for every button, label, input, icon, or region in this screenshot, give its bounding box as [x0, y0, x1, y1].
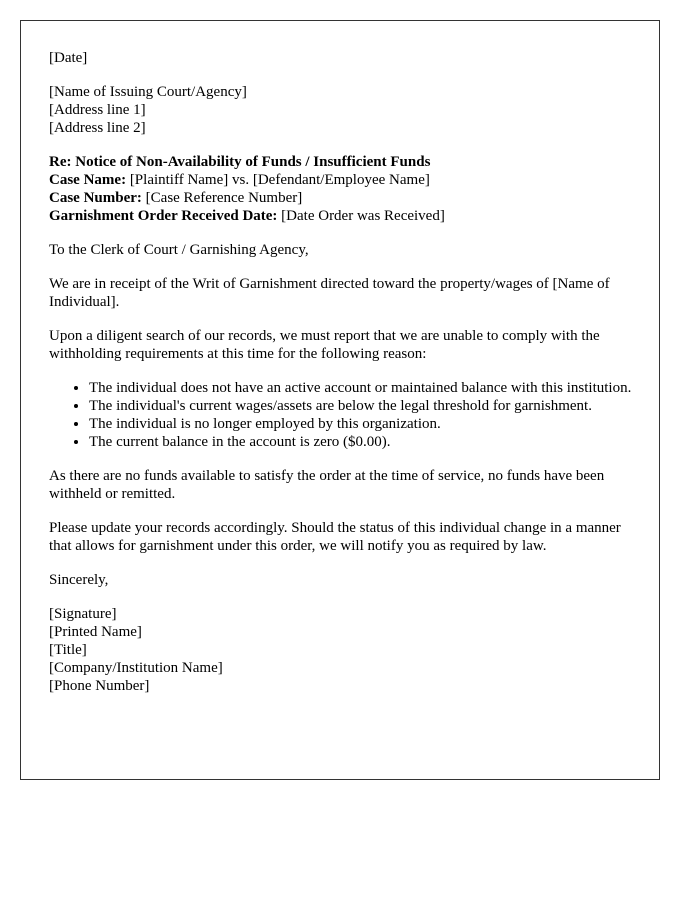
letter-date: [Date] [49, 50, 88, 66]
re-line: Re: Notice of Non-Availability of Funds / Insufficient Funds [49, 154, 431, 170]
list-item: • The individual does not have an active account or maintained balance with this institution. [89, 379, 639, 397]
case-name-line [49, 171, 639, 189]
reasons-list [49, 379, 639, 451]
case-number-label: Case Number: [49, 190, 142, 206]
date-line [49, 49, 639, 67]
signature-block [49, 605, 639, 695]
phone-number: [Phone Number] [49, 678, 150, 694]
list-item: • The individual's current wages/assets are below the legal threshold for garnishment. [89, 397, 639, 415]
recipient-address [49, 83, 639, 137]
closing: Sincerely, [49, 572, 109, 588]
body-paragraph-1: We are in receipt of the Writ of Garnishment directed toward the property/wages of [Name of Individual]. [49, 276, 610, 310]
recipient-address-line-2: [Address line 2] [49, 120, 146, 136]
company-name: [Company/Institution Name] [49, 660, 223, 676]
list-item: • The individual is no longer employed by this organization. [89, 415, 639, 433]
list-item: • The current balance in the account is zero ($0.00). [89, 433, 639, 451]
letter-page [20, 20, 660, 780]
body-paragraph-2: Upon a diligent search of our records, we must report that we are unable to comply with the withholding requirements at this time for the following reason: [49, 328, 600, 362]
case-number-value: [Case Reference Number] [141, 190, 303, 206]
printed-name: [Printed Name] [49, 624, 142, 640]
reference-block [49, 153, 639, 225]
recipient-address-line-1: [Address line 1] [49, 102, 146, 118]
salutation: To the Clerk of Court / Garnishing Agency, [49, 242, 309, 258]
case-name-value: [Plaintiff Name] vs. [Defendant/Employee Name] [126, 172, 430, 188]
order-date-line [49, 207, 639, 225]
signer-title: [Title] [49, 642, 87, 658]
recipient-name: [Name of Issuing Court/Agency] [49, 84, 247, 100]
body-paragraph-4: Please update your records accordingly. Should the status of this individual change in a manner that allows for garnishment under this order, we will notify you as required by law. [49, 520, 621, 554]
case-number-line [49, 189, 639, 207]
order-date-label: Garnishment Order Received Date: [49, 208, 278, 224]
order-date-value: [Date Order was Received] [277, 208, 445, 224]
body-paragraph-3: As there are no funds available to satisfy the order at the time of service, no funds have been withheld or remitted. [49, 468, 605, 502]
signature-placeholder: [Signature] [49, 606, 117, 622]
letter-content [49, 49, 639, 711]
case-name-label: Case Name: [49, 172, 127, 188]
